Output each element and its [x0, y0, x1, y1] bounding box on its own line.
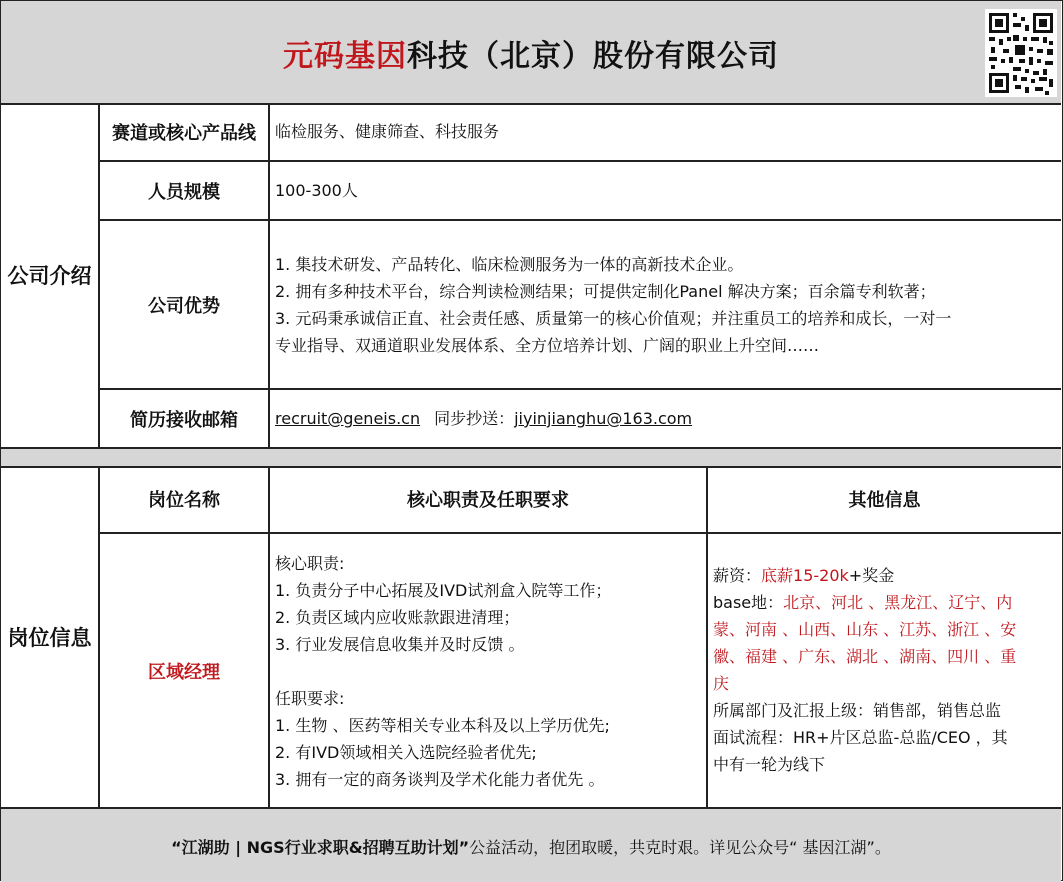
jobs-section-label: 岗位信息	[7, 625, 92, 650]
duty-item: 3. 行业发展信息收集并及时反馈 。	[275, 635, 525, 654]
requirement-item: 2. 有IVD领域相关入选院经验者优先;	[275, 743, 537, 762]
company-title-highlight: 元码基因	[283, 39, 407, 74]
requirements-title: 任职要求:	[275, 689, 345, 708]
header-bar	[1, 1, 1061, 105]
salary-line: 薪资：底薪15-20k+奖金	[713, 566, 895, 585]
row-label-size: 人员规模	[148, 181, 220, 203]
base-locations: 北京、河北 、黑龙江、辽宁、内	[783, 593, 1013, 612]
requirement-item: 1. 生物 、医药等相关专业本科及以上学历优先;	[275, 716, 610, 735]
column-header-duties: 核心职责及任职要求	[407, 490, 569, 511]
row-value-email	[275, 390, 1055, 447]
column-header-other: 其他信息	[848, 490, 921, 511]
row-value-track: 临检服务、健康筛查、科技服务	[275, 122, 500, 141]
duty-item: 2. 负责区域内应收账款跟进清理；	[275, 608, 520, 627]
advantage-line: 1. 集技术研发、产品转化、临床检测服务为一体的高新技术企业。	[275, 254, 744, 274]
row-value-size: 100-300人	[275, 181, 358, 200]
qr-code-icon	[985, 9, 1057, 97]
base-line: base地：北京、河北 、黑龙江、辽宁、内	[713, 593, 1013, 612]
base-locations: 蒙、河南 、山西、山东 、江苏、浙江 、安	[713, 620, 1017, 639]
company-section-label: 公司介绍	[7, 264, 92, 288]
cc-email-link[interactable]: jiyinjianghu@163.com	[514, 409, 693, 428]
row-label-email: 简历接收邮箱	[130, 409, 238, 431]
position-name: 区域经理	[148, 661, 220, 683]
dept-info-line: 所属部门及汇报上级：销售部，销售总监	[713, 701, 1002, 720]
base-locations: 庆	[713, 674, 730, 693]
column-header-position: 岗位名称	[148, 490, 220, 511]
company-title	[1, 31, 1061, 75]
resume-email-link[interactable]: recruit@geneis.cn	[275, 409, 421, 428]
base-locations: 徽、福建 、广东、湖北 、湖南、四川 、重	[713, 647, 1017, 666]
footer-rest-text: 公益活动，抱团取暖，共克时艰。详见公众号“ 基因江湖”。	[469, 838, 891, 857]
footer-bar	[1, 807, 1061, 882]
requirement-item: 3. 拥有一定的商务谈判及学术化能力者优先 。	[275, 770, 605, 789]
company-title-rest: 科技（北京）股份有限公司	[407, 39, 779, 74]
other-info-cell	[713, 562, 1058, 778]
dept-info-line: 中有一轮为线下	[713, 755, 826, 774]
footer-text	[1, 835, 1061, 858]
cc-label: 同步抄送：	[434, 409, 515, 428]
duties-title: 核心职责:	[275, 554, 345, 573]
divider	[268, 103, 270, 447]
duties-cell	[275, 550, 703, 793]
advantage-line: 2. 拥有多种技术平台，综合判读检测结果；可提供定制化Panel 解决方案；百余篇专利软著；	[275, 281, 936, 301]
advantage-line: 3. 元码秉承诚信正直、社会责任感、质量第一的核心价值观；并注重员工的培养和成长，一对一	[275, 308, 952, 328]
dept-info-line: 面试流程：HR+片区总监-总监/CEO ，其	[713, 728, 1008, 747]
salary-value: 底薪15-20k	[761, 566, 849, 585]
advantage-line: 专业指导、双通道职业发展体系、全方位培养计划、广阔的职业上升空间……	[275, 335, 820, 355]
row-label-track: 赛道或核心产品线	[112, 122, 256, 144]
duty-item: 1. 负责分子中心拓展及IVD试剂盒入院等工作；	[275, 581, 612, 600]
row-value-advantage	[275, 221, 1057, 388]
section-divider-bar	[1, 447, 1061, 468]
footer-bold-text: “江湖助 | NGS行业求职&招聘互助计划”	[171, 838, 470, 857]
row-label-advantage: 公司优势	[148, 295, 220, 317]
